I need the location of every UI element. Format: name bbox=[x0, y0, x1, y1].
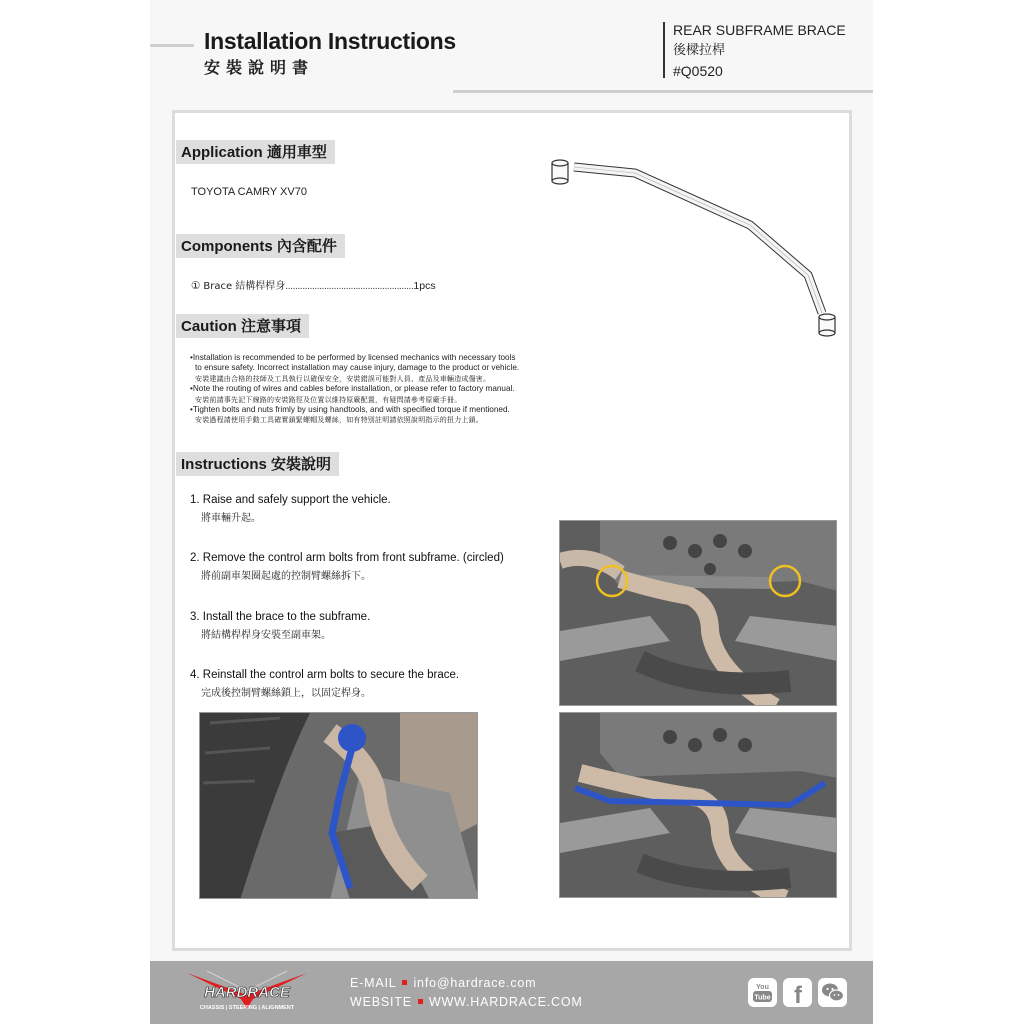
application-heading-zh: 適用車型 bbox=[266, 143, 327, 161]
email-link[interactable]: info@hardrace.com bbox=[413, 976, 537, 990]
step-text: 4. Reinstall the control arm bolts to secure the brace. bbox=[190, 669, 460, 681]
website-label: WEBSITE bbox=[350, 995, 412, 1009]
component-name: Brace 結構桿桿身 bbox=[203, 281, 286, 292]
instructions-heading-zh: 安裝說明 bbox=[271, 455, 332, 473]
bullet-icon bbox=[402, 980, 407, 985]
components-heading bbox=[176, 234, 345, 258]
application-heading-en: Application bbox=[181, 144, 263, 161]
application-heading bbox=[176, 140, 335, 164]
component-marker: ① bbox=[191, 280, 201, 292]
caution-line: •Installation is recommended to be performed by licensed mechanics with necessary tools bbox=[190, 353, 516, 362]
photo-subframe-circled bbox=[559, 520, 837, 706]
header-rule-right bbox=[453, 90, 873, 93]
instruction-step-2 bbox=[190, 552, 504, 582]
instruction-step-4 bbox=[190, 669, 459, 699]
components-heading-en: Components bbox=[181, 238, 273, 255]
product-name: REAR SUBFRAME BRACE bbox=[673, 22, 846, 38]
instruction-step-1 bbox=[190, 494, 391, 524]
bushing-right bbox=[819, 314, 835, 336]
facebook-icon[interactable] bbox=[783, 978, 812, 1007]
part-number: #Q0520 bbox=[673, 63, 723, 79]
caution-line: •Note the routing of wires and cables before installation, or please refer to factory manual. bbox=[190, 384, 515, 394]
step-text: 3. Install the brace to the subframe. bbox=[190, 611, 371, 623]
caution-heading-en: Caution bbox=[181, 318, 237, 335]
brace-product-drawing bbox=[540, 145, 850, 345]
logo-wordmark: HARDRACE bbox=[204, 984, 290, 1001]
bushing-left bbox=[552, 160, 568, 184]
application-vehicle: TOYOTA CAMRY XV70 bbox=[191, 186, 307, 198]
bullet-icon bbox=[418, 999, 423, 1004]
page-title-zh: 安裝說明書 bbox=[204, 58, 315, 77]
caution-line-zh: 安裝建議由合格的技師及工具執行以確保安全，安裝錯誤可能對人員、產品及車輛造成傷害。 bbox=[195, 374, 491, 383]
components-heading-zh: 內含配件 bbox=[276, 237, 337, 255]
caution-text bbox=[190, 353, 560, 426]
svg-text:Tube: Tube bbox=[754, 994, 771, 1002]
wechat-icon[interactable] bbox=[818, 978, 847, 1007]
svg-text:You: You bbox=[756, 984, 769, 991]
step-text-zh: 完成後控制臂螺絲鎖上，以固定桿身。 bbox=[201, 688, 371, 699]
component-dots: ..................................................... bbox=[285, 280, 414, 292]
svg-text:f: f bbox=[794, 982, 802, 1007]
step-text: 2. Remove the control arm bolts from front subframe. (circled) bbox=[190, 552, 504, 564]
caution-line-zh: 安裝前請事先記下線路的安裝路徑及位置以維持原廠配置，有疑問請參考原廠手冊。 bbox=[195, 395, 462, 404]
product-info bbox=[673, 20, 846, 82]
header-divider bbox=[663, 22, 665, 78]
brace-bushing bbox=[338, 724, 366, 752]
instructions-heading bbox=[176, 452, 339, 476]
step-text-zh: 將前副車架圈起處的控制臂螺絲拆下。 bbox=[201, 571, 371, 582]
caution-heading-zh: 注意事項 bbox=[241, 317, 302, 335]
hardrace-logo bbox=[177, 967, 317, 1013]
email-label: E-MAIL bbox=[350, 976, 397, 990]
website-link[interactable]: WWW.HARDRACE.COM bbox=[428, 995, 583, 1009]
footer-website bbox=[350, 995, 583, 1009]
caution-heading bbox=[176, 314, 309, 338]
header-rule-left bbox=[150, 44, 194, 47]
instructions-heading-en: Instructions bbox=[181, 456, 267, 473]
photo-brace-closeup bbox=[199, 712, 478, 899]
instruction-step-3 bbox=[190, 611, 370, 641]
component-qty: 1pcs bbox=[413, 280, 436, 292]
youtube-icon[interactable] bbox=[748, 978, 777, 1007]
product-name-zh: 後樑拉桿 bbox=[673, 42, 726, 58]
caution-line: to ensure safety. Incorrect installation may cause injury, damage to the product or vehicle. bbox=[195, 363, 520, 373]
footer-email bbox=[350, 976, 536, 990]
logo-tagline: CHASSIS | STEERING | ALIGNMENT bbox=[199, 1005, 295, 1011]
step-text-zh: 將結構桿桿身安裝至副車架。 bbox=[201, 630, 331, 641]
step-text-zh: 將車輛升起。 bbox=[201, 513, 261, 524]
component-item bbox=[191, 277, 436, 292]
photo-subframe-installed bbox=[559, 712, 837, 898]
caution-line-zh: 安裝過程請使用手動工具確實鎖緊螺帽及螺絲，如有特別註明請依照說明指示的扭力上鎖。 bbox=[195, 416, 483, 425]
caution-line: •Tighten bolts and nuts frimly by using handtools, and with specified torque if mentioned. bbox=[190, 405, 510, 415]
step-text: 1. Raise and safely support the vehicle. bbox=[190, 494, 391, 506]
page-title: Installation Instructions bbox=[204, 28, 456, 54]
